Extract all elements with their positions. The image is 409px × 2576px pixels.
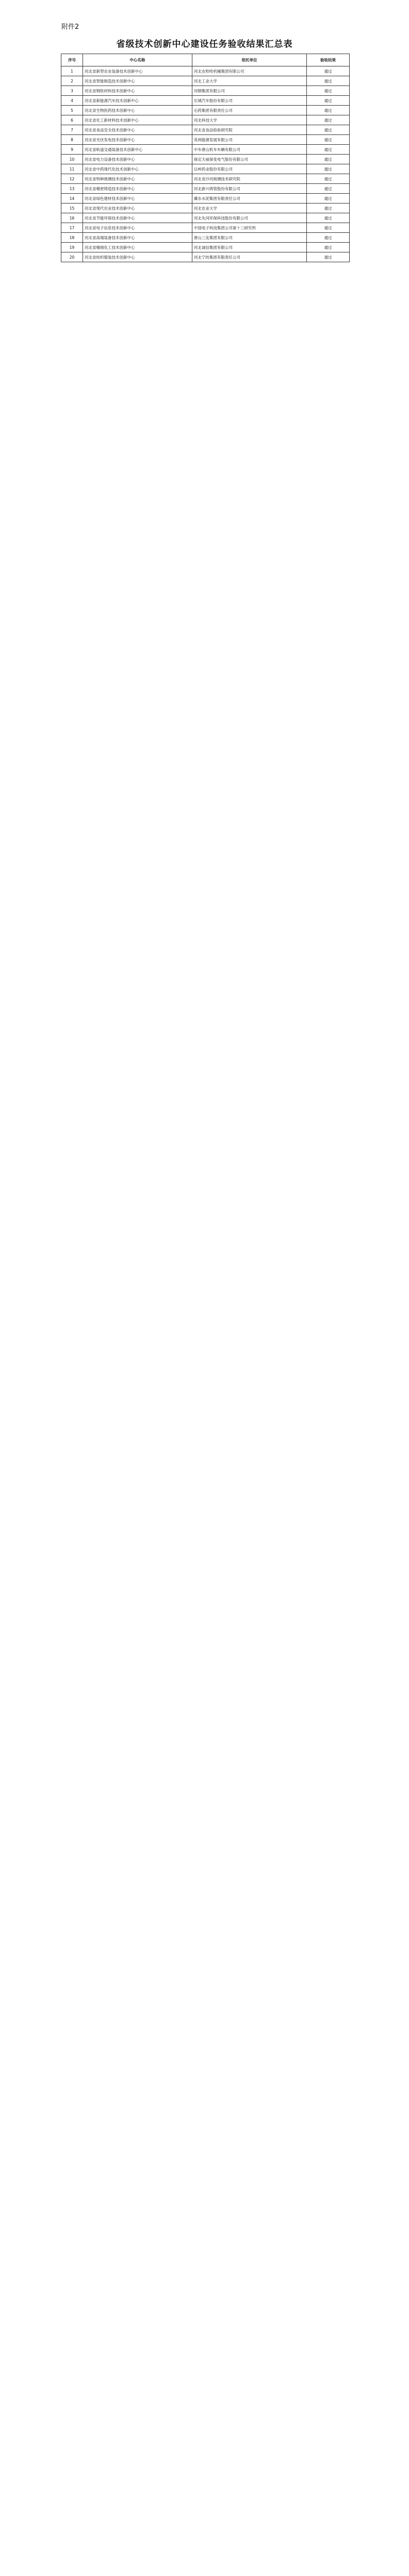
row-host-unit: 河北省食品检验研究院 [192,125,306,135]
row-host-unit: 唐山三友集团有限公司 [192,233,306,243]
row-center-name: 河北省节能环保技术创新中心 [83,213,192,223]
row-center-name: 河北省生物医药技术创新中心 [83,106,192,115]
row-center-name: 河北省特种玻璃技术创新中心 [83,174,192,184]
row-index: 11 [61,164,83,174]
row-center-name: 河北省智能制造技术创新中心 [83,76,192,86]
row-result: 通过 [307,86,350,96]
attachment-label: 附件2 [61,23,79,31]
table-row [61,86,350,96]
row-result: 通过 [307,76,350,86]
row-result: 通过 [307,243,350,252]
row-index: 12 [61,174,83,184]
table-row [61,66,350,76]
row-host-unit: 河北宁纺集团有限责任公司 [192,252,306,262]
row-center-name: 河北省食品安全技术创新中心 [83,125,192,135]
row-center-name: 河北省光伏发电技术创新中心 [83,135,192,145]
row-host-unit: 河北农业大学 [192,204,306,213]
table-row [61,184,350,194]
row-index: 6 [61,115,83,125]
row-result: 通过 [307,184,350,194]
row-result: 通过 [307,164,350,174]
row-index: 14 [61,194,83,204]
row-result: 通过 [307,66,350,76]
row-result: 通过 [307,106,350,115]
results-table [61,54,350,262]
table-row [61,243,350,252]
row-center-name: 河北省新能源汽车技术创新中心 [83,96,192,106]
row-index: 7 [61,125,83,135]
row-host-unit: 河北省沙河玻璃技术研究院 [192,174,306,184]
row-host-unit: 河北诚信集团有限公司 [192,243,306,252]
row-host-unit: 河北先河环保科技股份有限公司 [192,213,306,223]
table-row [61,106,350,115]
row-index: 17 [61,223,83,233]
table-row [61,125,350,135]
table-row [61,252,350,262]
row-center-name: 河北省电子信息技术创新中心 [83,223,192,233]
header-host-unit: 依托单位 [192,54,306,66]
row-host-unit: 中国电子科技集团公司第十三研究所 [192,223,306,233]
row-center-name: 河北省现代农业技术创新中心 [83,204,192,213]
row-result: 通过 [307,174,350,184]
row-result: 通过 [307,252,350,262]
row-host-unit: 河北新兴铸管股份有限公司 [192,184,306,194]
row-center-name: 河北省精密铸造技术创新中心 [83,184,192,194]
row-index: 20 [61,252,83,262]
row-result: 通过 [307,145,350,155]
table-body [61,66,350,262]
table-row [61,223,350,233]
row-result: 通过 [307,194,350,204]
table-row [61,164,350,174]
row-center-name: 河北省精细化工技术创新中心 [83,243,192,252]
row-host-unit: 中车唐山机车车辆有限公司 [192,145,306,155]
row-result: 通过 [307,155,350,164]
row-index: 8 [61,135,83,145]
row-host-unit: 河北科技大学 [192,115,306,125]
row-center-name: 河北省高端装备技术创新中心 [83,233,192,243]
row-index: 4 [61,96,83,106]
header-center-name: 中心名称 [83,54,192,66]
row-host-unit: 英利能源发展有限公司 [192,135,306,145]
row-index: 18 [61,233,83,243]
row-index: 1 [61,66,83,76]
row-host-unit: 河北农哈哈机械集团有限公司 [192,66,306,76]
table-row [61,194,350,204]
row-host-unit: 长城汽车股份有限公司 [192,96,306,106]
row-host-unit: 保定天威保变电气股份有限公司 [192,155,306,164]
header-result: 验收结果 [307,54,350,66]
row-center-name: 河北省纺织服装技术创新中心 [83,252,192,262]
table-row [61,96,350,106]
row-center-name: 河北省中药现代化技术创新中心 [83,164,192,174]
table-row [61,204,350,213]
row-center-name: 河北省电力设备技术创新中心 [83,155,192,164]
table-row [61,155,350,164]
table-row [61,115,350,125]
row-result: 通过 [307,223,350,233]
row-index: 9 [61,145,83,155]
table-row [61,145,350,155]
row-index: 10 [61,155,83,164]
page-title: 省级技术创新中心建设任务验收结果汇总表 [116,39,293,49]
row-host-unit: 冀东水泥集团有限责任公司 [192,194,306,204]
row-center-name: 河北省钢铁材料技术创新中心 [83,86,192,96]
table-row [61,213,350,223]
row-center-name: 河北省新型农业装备技术创新中心 [83,66,192,76]
table-header-row [61,54,350,66]
row-host-unit: 以岭药业股份有限公司 [192,164,306,174]
row-index: 19 [61,243,83,252]
row-host-unit: 河钢集团有限公司 [192,86,306,96]
row-result: 通过 [307,125,350,135]
row-center-name: 河北省化工新材料技术创新中心 [83,115,192,125]
row-host-unit: 石药集团有限责任公司 [192,106,306,115]
row-index: 13 [61,184,83,194]
row-index: 16 [61,213,83,223]
row-result: 通过 [307,115,350,125]
row-index: 5 [61,106,83,115]
row-center-name: 河北省绿色建材技术创新中心 [83,194,192,204]
row-host-unit: 河北工业大学 [192,76,306,86]
table-row [61,76,350,86]
row-result: 通过 [307,213,350,223]
table-row [61,135,350,145]
table-row [61,174,350,184]
row-index: 15 [61,204,83,213]
row-center-name: 河北省轨道交通装备技术创新中心 [83,145,192,155]
table-row [61,233,350,243]
row-result: 通过 [307,204,350,213]
row-result: 通过 [307,96,350,106]
row-result: 通过 [307,135,350,145]
row-index: 3 [61,86,83,96]
header-index: 序号 [61,54,83,66]
row-result: 通过 [307,233,350,243]
row-index: 2 [61,76,83,86]
